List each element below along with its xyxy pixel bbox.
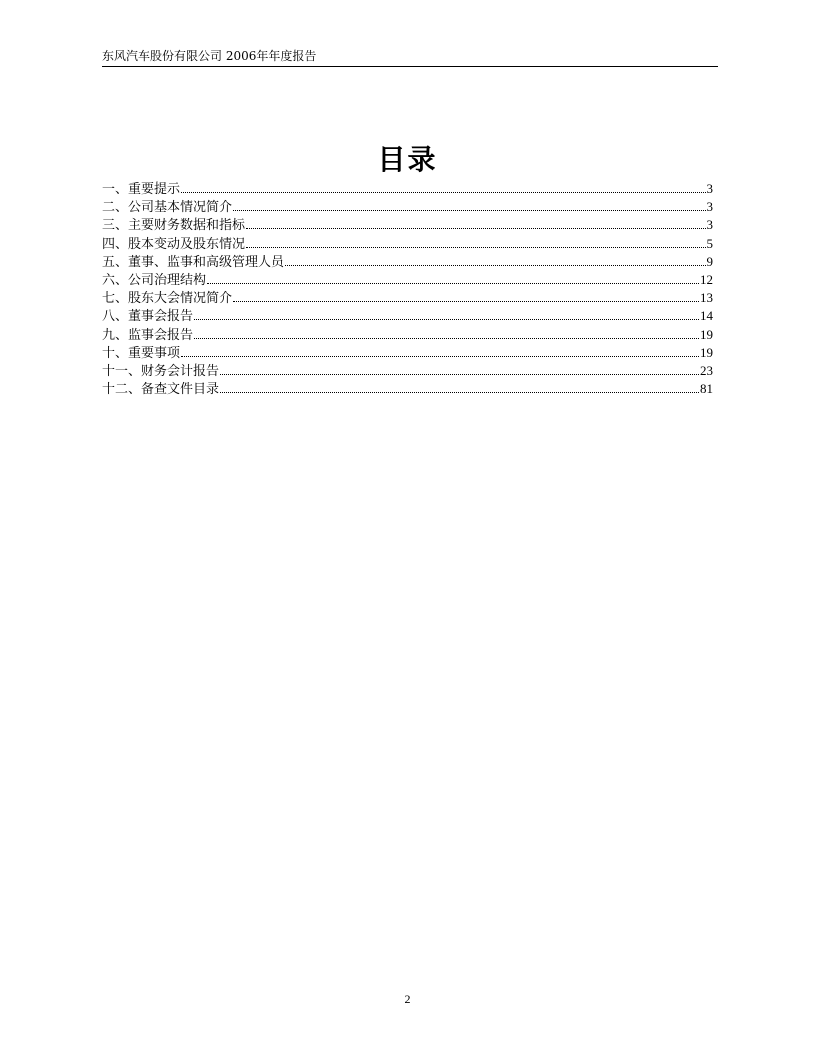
- dot-leader: [285, 265, 705, 266]
- toc-entry-major-events[interactable]: [102, 344, 713, 362]
- toc-entry-label: 八、董事会报告: [102, 309, 194, 325]
- toc-entry-page: 5: [706, 235, 713, 251]
- toc-entry-page: 3: [706, 181, 713, 196]
- toc-entry-page: 3: [706, 217, 713, 233]
- table-of-contents: [102, 180, 713, 398]
- toc-entry-directors[interactable]: [102, 253, 713, 271]
- toc-entry-page: 23: [700, 362, 713, 378]
- header-title: 东风汽车股份有限公司 2006年年度报告: [102, 49, 317, 63]
- toc-entry-label: 九、监事会报告: [102, 327, 194, 343]
- toc-entry-label: 四、股本变动及股东情况: [102, 236, 246, 252]
- toc-entry-page: 14: [700, 308, 713, 324]
- toc-entry-financial-data[interactable]: [102, 216, 713, 234]
- toc-entry-page: 81: [700, 381, 713, 397]
- toc-entry-governance[interactable]: [102, 271, 713, 289]
- dot-leader: [207, 283, 699, 284]
- toc-entry-important-notice[interactable]: [102, 180, 713, 198]
- dot-leader: [233, 210, 705, 211]
- toc-entry-label: 十二、备查文件目录: [102, 382, 220, 398]
- toc-title: 目录: [377, 143, 438, 176]
- dot-leader: [233, 301, 699, 302]
- toc-entry-label: 一、重要提示: [102, 182, 181, 197]
- toc-entry-supervisory-report[interactable]: [102, 326, 713, 344]
- dot-leader: [181, 356, 699, 357]
- dot-leader: [194, 319, 699, 320]
- dot-leader: [181, 192, 705, 193]
- toc-entry-page: 3: [706, 199, 713, 215]
- toc-entry-label: 十一、财务会计报告: [102, 363, 220, 379]
- dot-leader: [194, 338, 699, 339]
- page-number: 2: [404, 992, 411, 1006]
- toc-entry-financial-report[interactable]: [102, 362, 713, 380]
- dot-leader: [220, 392, 699, 393]
- dot-leader: [246, 228, 705, 229]
- toc-entry-page: 9: [706, 253, 713, 269]
- toc-entry-page: 19: [700, 344, 713, 360]
- toc-entry-page: 19: [700, 326, 713, 342]
- toc-entry-reference-documents[interactable]: [102, 380, 713, 398]
- toc-entry-board-report[interactable]: [102, 307, 713, 325]
- dot-leader: [246, 247, 705, 248]
- toc-entry-label: 七、股东大会情况简介: [102, 291, 233, 307]
- toc-entry-label: 十、重要事项: [102, 345, 181, 361]
- toc-entry-label: 六、公司治理结构: [102, 272, 207, 288]
- toc-entry-company-profile[interactable]: [102, 198, 713, 216]
- toc-entry-label: 三、主要财务数据和指标: [102, 218, 246, 234]
- toc-entry-shareholder-meetings[interactable]: [102, 289, 713, 307]
- toc-entry-label: 五、董事、监事和高级管理人员: [102, 254, 285, 270]
- dot-leader: [220, 374, 699, 375]
- toc-entry-page: 12: [700, 271, 713, 287]
- page-header: [102, 49, 718, 67]
- toc-entry-label: 二、公司基本情况简介: [102, 200, 233, 216]
- toc-entry-page: 13: [700, 290, 713, 306]
- toc-entry-share-capital[interactable]: [102, 235, 713, 253]
